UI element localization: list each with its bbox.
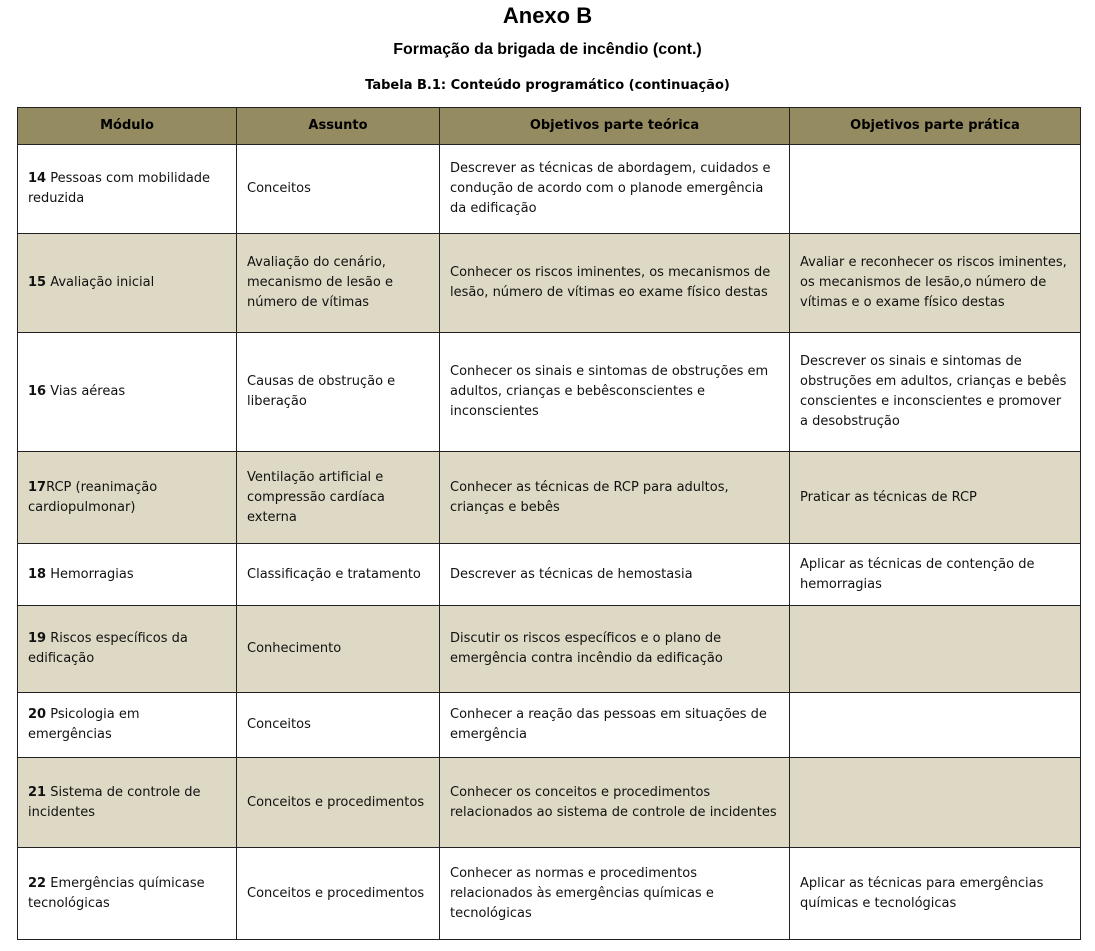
cell-pratica xyxy=(790,693,1081,758)
module-name: Riscos específicos da edificação xyxy=(28,631,188,666)
table-row xyxy=(18,606,1081,693)
cell-pratica: Praticar as técnicas de RCP xyxy=(790,452,1081,544)
annex-subtitle: Formação da brigada de incêndio (cont.) xyxy=(393,41,702,58)
module-name: Pessoas com mobilidade reduzida xyxy=(28,171,211,206)
cell-pratica xyxy=(790,145,1081,234)
cell-modulo xyxy=(18,693,237,758)
cell-pratica: Descrever os sinais e sintomas de obstruções em adultos, crianças e bebês conscientes e inconscientes e promover a desobstrução xyxy=(790,333,1081,452)
module-number: 20 xyxy=(28,707,47,722)
module-name: Vias aéreas xyxy=(50,384,126,399)
cell-teorica: Conhecer os riscos iminentes, os mecanismos de lesão, número de vítimas eo exame físico destas xyxy=(440,234,790,333)
cell-teorica: Descrever as técnicas de abordagem, cuidados e condução de acordo com o planode emergência da edificação xyxy=(440,145,790,234)
cell-modulo xyxy=(18,452,237,544)
cell-teorica: Conhecer os conceitos e procedimentos relacionados ao sistema de controle de incidentes xyxy=(440,758,790,848)
column-header-assunto: Assunto xyxy=(237,108,440,145)
table-row xyxy=(18,452,1081,544)
table-row xyxy=(18,693,1081,758)
module-name: Avaliação inicial xyxy=(50,275,155,290)
module-number: 17 xyxy=(28,479,47,495)
cell-assunto: Ventilação artificial e compressão cardíaca externa xyxy=(237,452,440,544)
cell-teorica: Conhecer as técnicas de RCP para adultos, crianças e bebês xyxy=(440,452,790,544)
table-row xyxy=(18,758,1081,848)
table-row xyxy=(18,544,1081,606)
cell-modulo xyxy=(18,606,237,693)
module-name: RCP (reanimação cardiopulmonar) xyxy=(28,479,158,515)
cell-assunto: Conceitos xyxy=(237,145,440,234)
table-row xyxy=(18,145,1081,234)
column-header-teorica: Objetivos parte teórica xyxy=(440,108,790,145)
cell-modulo xyxy=(18,333,237,452)
cell-assunto: Avaliação do cenário, mecanismo de lesão e número de vítimas xyxy=(237,234,440,333)
cell-teorica: Conhecer a reação das pessoas em situações de emergência xyxy=(440,693,790,758)
table-header-row xyxy=(18,108,1081,145)
cell-modulo xyxy=(18,848,237,940)
module-number: 16 xyxy=(28,384,47,399)
module-name: Hemorragias xyxy=(50,566,134,582)
cell-modulo xyxy=(18,544,237,606)
table-row xyxy=(18,848,1081,940)
cell-assunto: Conceitos e procedimentos xyxy=(237,758,440,848)
cell-teorica: Discutir os riscos específicos e o plano de emergência contra incêndio da edificação xyxy=(440,606,790,693)
cell-modulo xyxy=(18,234,237,333)
cell-teorica: Descrever as técnicas de hemostasia xyxy=(440,544,790,606)
table-row xyxy=(18,333,1081,452)
module-name: Emergências químicase tecnológicas xyxy=(28,875,205,911)
cell-pratica: Aplicar as técnicas para emergências químicas e tecnológicas xyxy=(790,848,1081,940)
cell-assunto: Causas de obstrução e liberação xyxy=(237,333,440,452)
column-header-modulo: Módulo xyxy=(18,108,237,145)
cell-assunto: Classificação e tratamento xyxy=(237,544,440,606)
cell-teorica: Conhecer os sinais e sintomas de obstruções em adultos, crianças e bebêsconscientes e inconscientes xyxy=(440,333,790,452)
cell-pratica xyxy=(790,606,1081,693)
module-number: 14 xyxy=(28,171,47,186)
cell-modulo xyxy=(18,145,237,234)
module-number: 15 xyxy=(28,275,47,290)
module-number: 22 xyxy=(28,875,47,891)
cell-pratica xyxy=(790,758,1081,848)
cell-pratica: Aplicar as técnicas de contenção de hemorragias xyxy=(790,544,1081,606)
table-row xyxy=(18,234,1081,333)
table-caption: Tabela B.1: Conteúdo programático (continuação) xyxy=(365,78,730,93)
cell-modulo xyxy=(18,758,237,848)
module-number: 18 xyxy=(28,566,47,582)
cell-pratica: Avaliar e reconhecer os riscos iminentes, os mecanismos de lesão,o número de vítimas e o exame físico destas xyxy=(790,234,1081,333)
cell-assunto: Conhecimento xyxy=(237,606,440,693)
module-number: 21 xyxy=(28,784,47,800)
column-header-pratica: Objetivos parte prática xyxy=(790,108,1081,145)
cell-assunto: Conceitos xyxy=(237,693,440,758)
module-name: Sistema de controle de incidentes xyxy=(28,784,201,820)
cell-assunto: Conceitos e procedimentos xyxy=(237,848,440,940)
annex-title: Anexo B xyxy=(502,3,593,28)
module-name: Psicologia em emergências xyxy=(28,707,140,742)
module-number: 19 xyxy=(28,631,47,646)
syllabus-table xyxy=(17,107,1081,940)
cell-teorica: Conhecer as normas e procedimentos relacionados às emergências químicas e tecnológicas xyxy=(440,848,790,940)
